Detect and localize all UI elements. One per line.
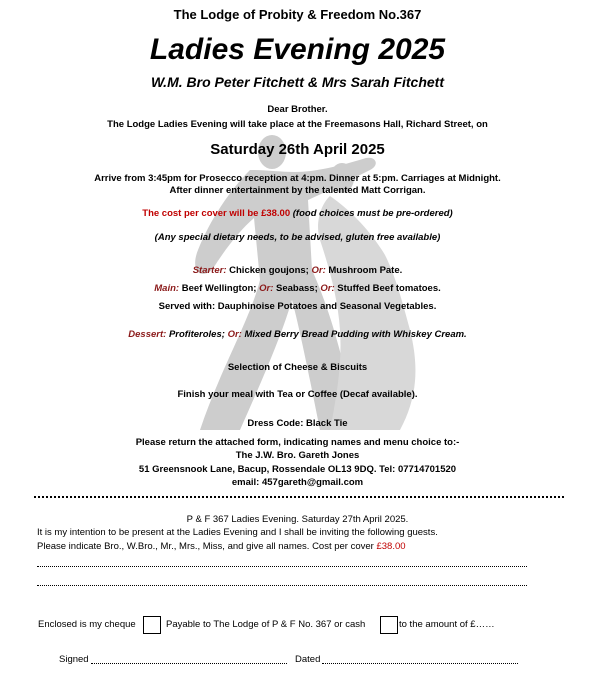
menu-starter (0, 265, 595, 276)
starter-option-2: Mushroom Pate. (328, 265, 403, 276)
main-option-1: Beef Wellington; (181, 283, 257, 294)
form-instructions-text: Please indicate Bro., W.Bro., Mr., Mrs., Miss, and give all names. Cost per cover (37, 541, 374, 552)
or-word: Or: (227, 329, 242, 340)
or-word: Or: (311, 265, 326, 276)
dietary-note: (Any special dietary needs, to be advised, gluten free available) (154, 232, 441, 243)
starter-label: Starter: (192, 265, 227, 276)
greeting: Dear Brother. (267, 104, 328, 115)
starter-option-1: Chicken goujons; (229, 265, 309, 276)
signed-label: Signed (59, 654, 89, 665)
dessert-option-1: Profiteroles; (168, 329, 225, 340)
menu-served-with: Served with: Dauphinoise Potatoes and Seasonal Vegetables. (158, 301, 437, 312)
menu-cheese: Selection of Cheese & Biscuits (227, 362, 368, 373)
dress-code: Dress Code: Black Tie (247, 418, 348, 429)
menu-dessert (0, 329, 595, 340)
amount-label: to the amount of £…… (399, 619, 495, 630)
date-field[interactable] (322, 663, 518, 664)
cut-line (34, 496, 564, 498)
event-date: Saturday 26th April 2025 (210, 141, 385, 158)
enclosed-label: Enclosed is my cheque (38, 619, 136, 630)
entertainment-details: After dinner entertainment by the talented Matt Corrigan. (169, 185, 426, 196)
form-cost: £38.00 (376, 541, 406, 552)
cheque-checkbox[interactable] (143, 616, 161, 634)
main-label: Main: (154, 283, 180, 294)
dessert-label: Dessert: (128, 329, 167, 340)
event-title: Ladies Evening 2025 (149, 33, 446, 66)
return-email: email: 457gareth@gmail.com (231, 477, 364, 488)
menu-finish: Finish your meal with Tea or Coffee (Decaf available). (177, 389, 418, 400)
event-hosts: W.M. Bro Peter Fitchett & Mrs Sarah Fitchett (151, 74, 444, 90)
menu-main (0, 283, 595, 294)
cost-text: The cost per cover will be £38.00 (142, 208, 291, 219)
form-intent-line: It is my intention to be present at the Ladies Evening and I shall be inviting the following guests. (37, 527, 438, 538)
form-title: P & F 367 Ladies Evening. Saturday 27th April 2025. (186, 514, 409, 525)
return-instructions: Please return the attached form, indicating names and menu choice to:- (135, 437, 460, 448)
return-contact-name: The J.W. Bro. Gareth Jones (235, 450, 360, 461)
guest-names-line-2[interactable] (37, 585, 527, 586)
cost-line (0, 208, 595, 219)
signature-field[interactable] (91, 663, 287, 664)
cash-checkbox[interactable] (380, 616, 398, 634)
main-option-3: Stuffed Beef tomatoes. (337, 283, 441, 294)
main-option-2: Seabass; (276, 283, 318, 294)
dessert-option-2: Mixed Berry Bread Pudding with Whiskey Cream. (244, 329, 467, 340)
lodge-name: The Lodge of Probity & Freedom No.367 (173, 7, 422, 22)
cost-note: (food choices must be pre-ordered) (292, 208, 453, 219)
or-word: Or: (320, 283, 335, 294)
form-instructions (37, 541, 406, 552)
return-address: 51 Greensnook Lane, Bacup, Rossendale OL13 9DQ. Tel: 07714701520 (138, 464, 457, 475)
intro-text: The Lodge Ladies Evening will take place at the Freemasons Hall, Richard Street, on (107, 119, 488, 130)
dated-label: Dated (295, 654, 321, 665)
payable-label: Payable to The Lodge of P & F No. 367 or cash (166, 619, 366, 630)
guest-names-line-1[interactable] (37, 566, 527, 567)
arrival-details: Arrive from 3:45pm for Prosecco reception at 4:pm. Dinner at 5:pm. Carriages at Midnight. (94, 173, 501, 184)
or-word: Or: (259, 283, 274, 294)
